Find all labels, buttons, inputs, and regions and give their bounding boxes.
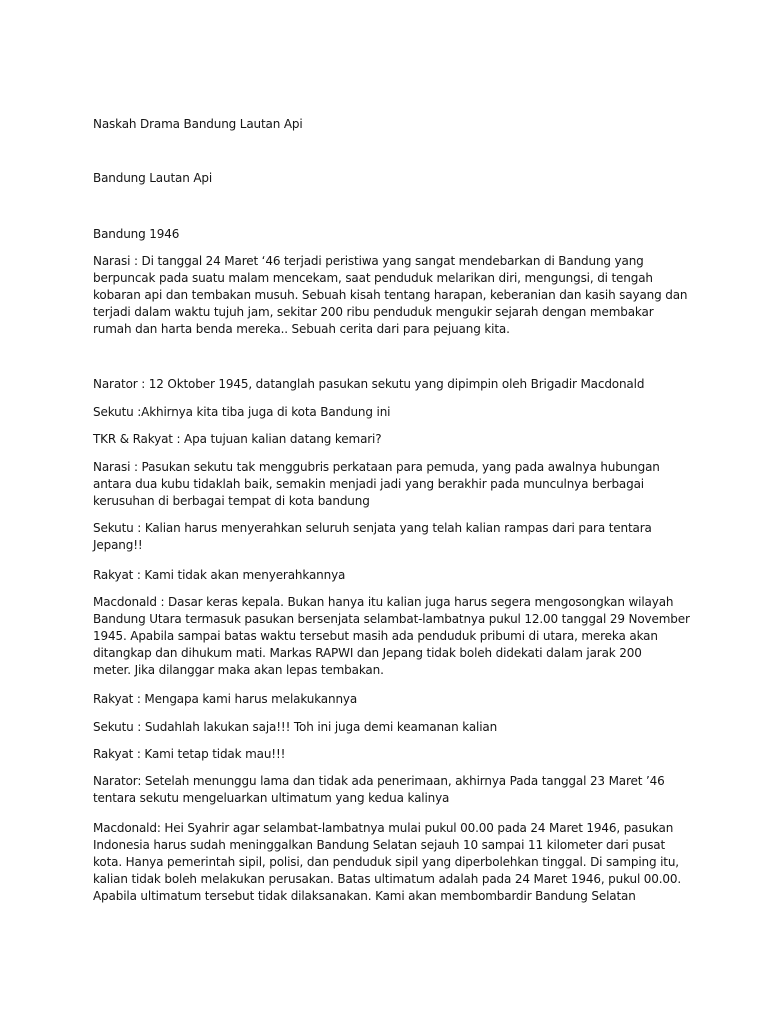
text-line: kota. Hanya pemerintah sipil, polisi, dan penduduk sipil yang diperbolehkan tinggal. Di samping itu, [93,855,679,869]
paragraph-macdonald-2 [93,820,693,905]
text-line: Sekutu : Sudahlah lakukan saja!!! Toh ini juga demi keamanan kalian [93,720,498,734]
text-line: Rakyat : Kami tetap tidak mau!!! [93,747,286,761]
paragraph-narasi-2 [93,459,693,510]
document-title: Naskah Drama Bandung Lautan Api [93,117,303,131]
text-line: Sekutu : Kalian harus menyerahkan seluruh senjata yang telah kalian rampas dari para tentara [93,521,652,535]
paragraph-rakyat-3 [93,746,693,763]
paragraph-narasi-intro [93,253,693,338]
paragraph-macdonald-1 [93,594,693,679]
text-line: Macdonald: Hei Syahrir agar selambat-lambatnya mulai pukul 00.00 pada 24 Maret 1946, pasukan [93,821,674,835]
text-line: berpuncak pada suatu malam mencekam, saat penduduk melarikan diri, mengungsi, di tengah [93,271,653,285]
text-line: tentara sekutu mengeluarkan ultimatum yang kedua kalinya [93,791,450,805]
text-line: Rakyat : Mengapa kami harus melakukannya [93,692,358,706]
paragraph-narator-1 [93,376,693,393]
text-line: rumah dan harta benda mereka.. Sebuah cerita dari para pejuang kita. [93,322,510,336]
text-line: kerusuhan di berbagai tempat di kota bandung [93,494,370,508]
document-subtitle: Bandung Lautan Api [93,171,213,185]
text-line: Apabila ultimatum tersebut tidak dilaksanakan. Kami akan membombardir Bandung Selatan [93,889,636,903]
text-line: meter. Jika dilanggar maka akan lepas tembakan. [93,663,384,677]
text-line: ditangkap dan dihukum mati. Markas RAPWI dan Jepang tidak boleh didekati dalam jarak 200 [93,646,642,660]
paragraph-rakyat-1 [93,567,693,584]
paragraph-sekutu-3 [93,719,693,736]
paragraph-sekutu-1 [93,404,693,421]
paragraph-rakyat-2 [93,691,693,708]
text-line: Narasi : Pasukan sekutu tak menggubris perkataan para pemuda, yang pada awalnya hubungan [93,460,660,474]
text-line: antara dua kubu tidaklah baik, semakin menjadi jadi yang berakhir pada munculnya berbagai [93,477,644,491]
text-line: Sekutu :Akhirnya kita tiba juga di kota Bandung ini [93,405,391,419]
text-line: Indonesia harus sudah meninggalkan Bandung Selatan sejauh 10 sampai 11 kilometer dari pusat [93,838,666,852]
text-line: kobaran api dan tembakan musuh. Sebuah kisah tentang harapan, keberanian dan kasih sayang dan [93,288,688,302]
text-line: Narator : 12 Oktober 1945, datanglah pasukan sekutu yang dipimpin oleh Brigadir Macdonald [93,377,645,391]
text-line: terjadi dalam waktu tujuh jam, sekitar 200 ribu penduduk mengukir sejarah dengan membakar [93,305,654,319]
text-line: Narasi : Di tanggal 24 Maret ‘46 terjadi peristiwa yang sangat mendebarkan di Bandung yang [93,254,644,268]
paragraph-tkr-rakyat [93,431,693,448]
text-line: TKR & Rakyat : Apa tujuan kalian datang kemari? [93,432,382,446]
text-line: 1945. Apabila sampai batas waktu tersebut masih ada penduduk pribumi di utara, mereka akan [93,629,658,643]
text-line: Macdonald : Dasar keras kepala. Bukan hanya itu kalian juga harus segera mengosongkan wilayah [93,595,674,609]
paragraph-narator-2 [93,773,693,807]
text-line: Rakyat : Kami tidak akan menyerahkannya [93,568,346,582]
paragraph-sekutu-2 [93,520,693,554]
text-line: Narator: Setelah menunggu lama dan tidak ada penerimaan, akhirnya Pada tanggal 23 Maret ’46 [93,774,665,788]
document-setting: Bandung 1946 [93,227,180,241]
text-line: Jepang!! [93,538,143,552]
text-line: Bandung Utara termasuk pasukan bersenjata selambat-lambatnya pukul 12.00 tanggal 29 November [93,612,690,626]
text-line: kalian tidak boleh melakukan perusakan. Batas ultimatum adalah pada 24 Maret 1946, pukul 00.00. [93,872,682,886]
